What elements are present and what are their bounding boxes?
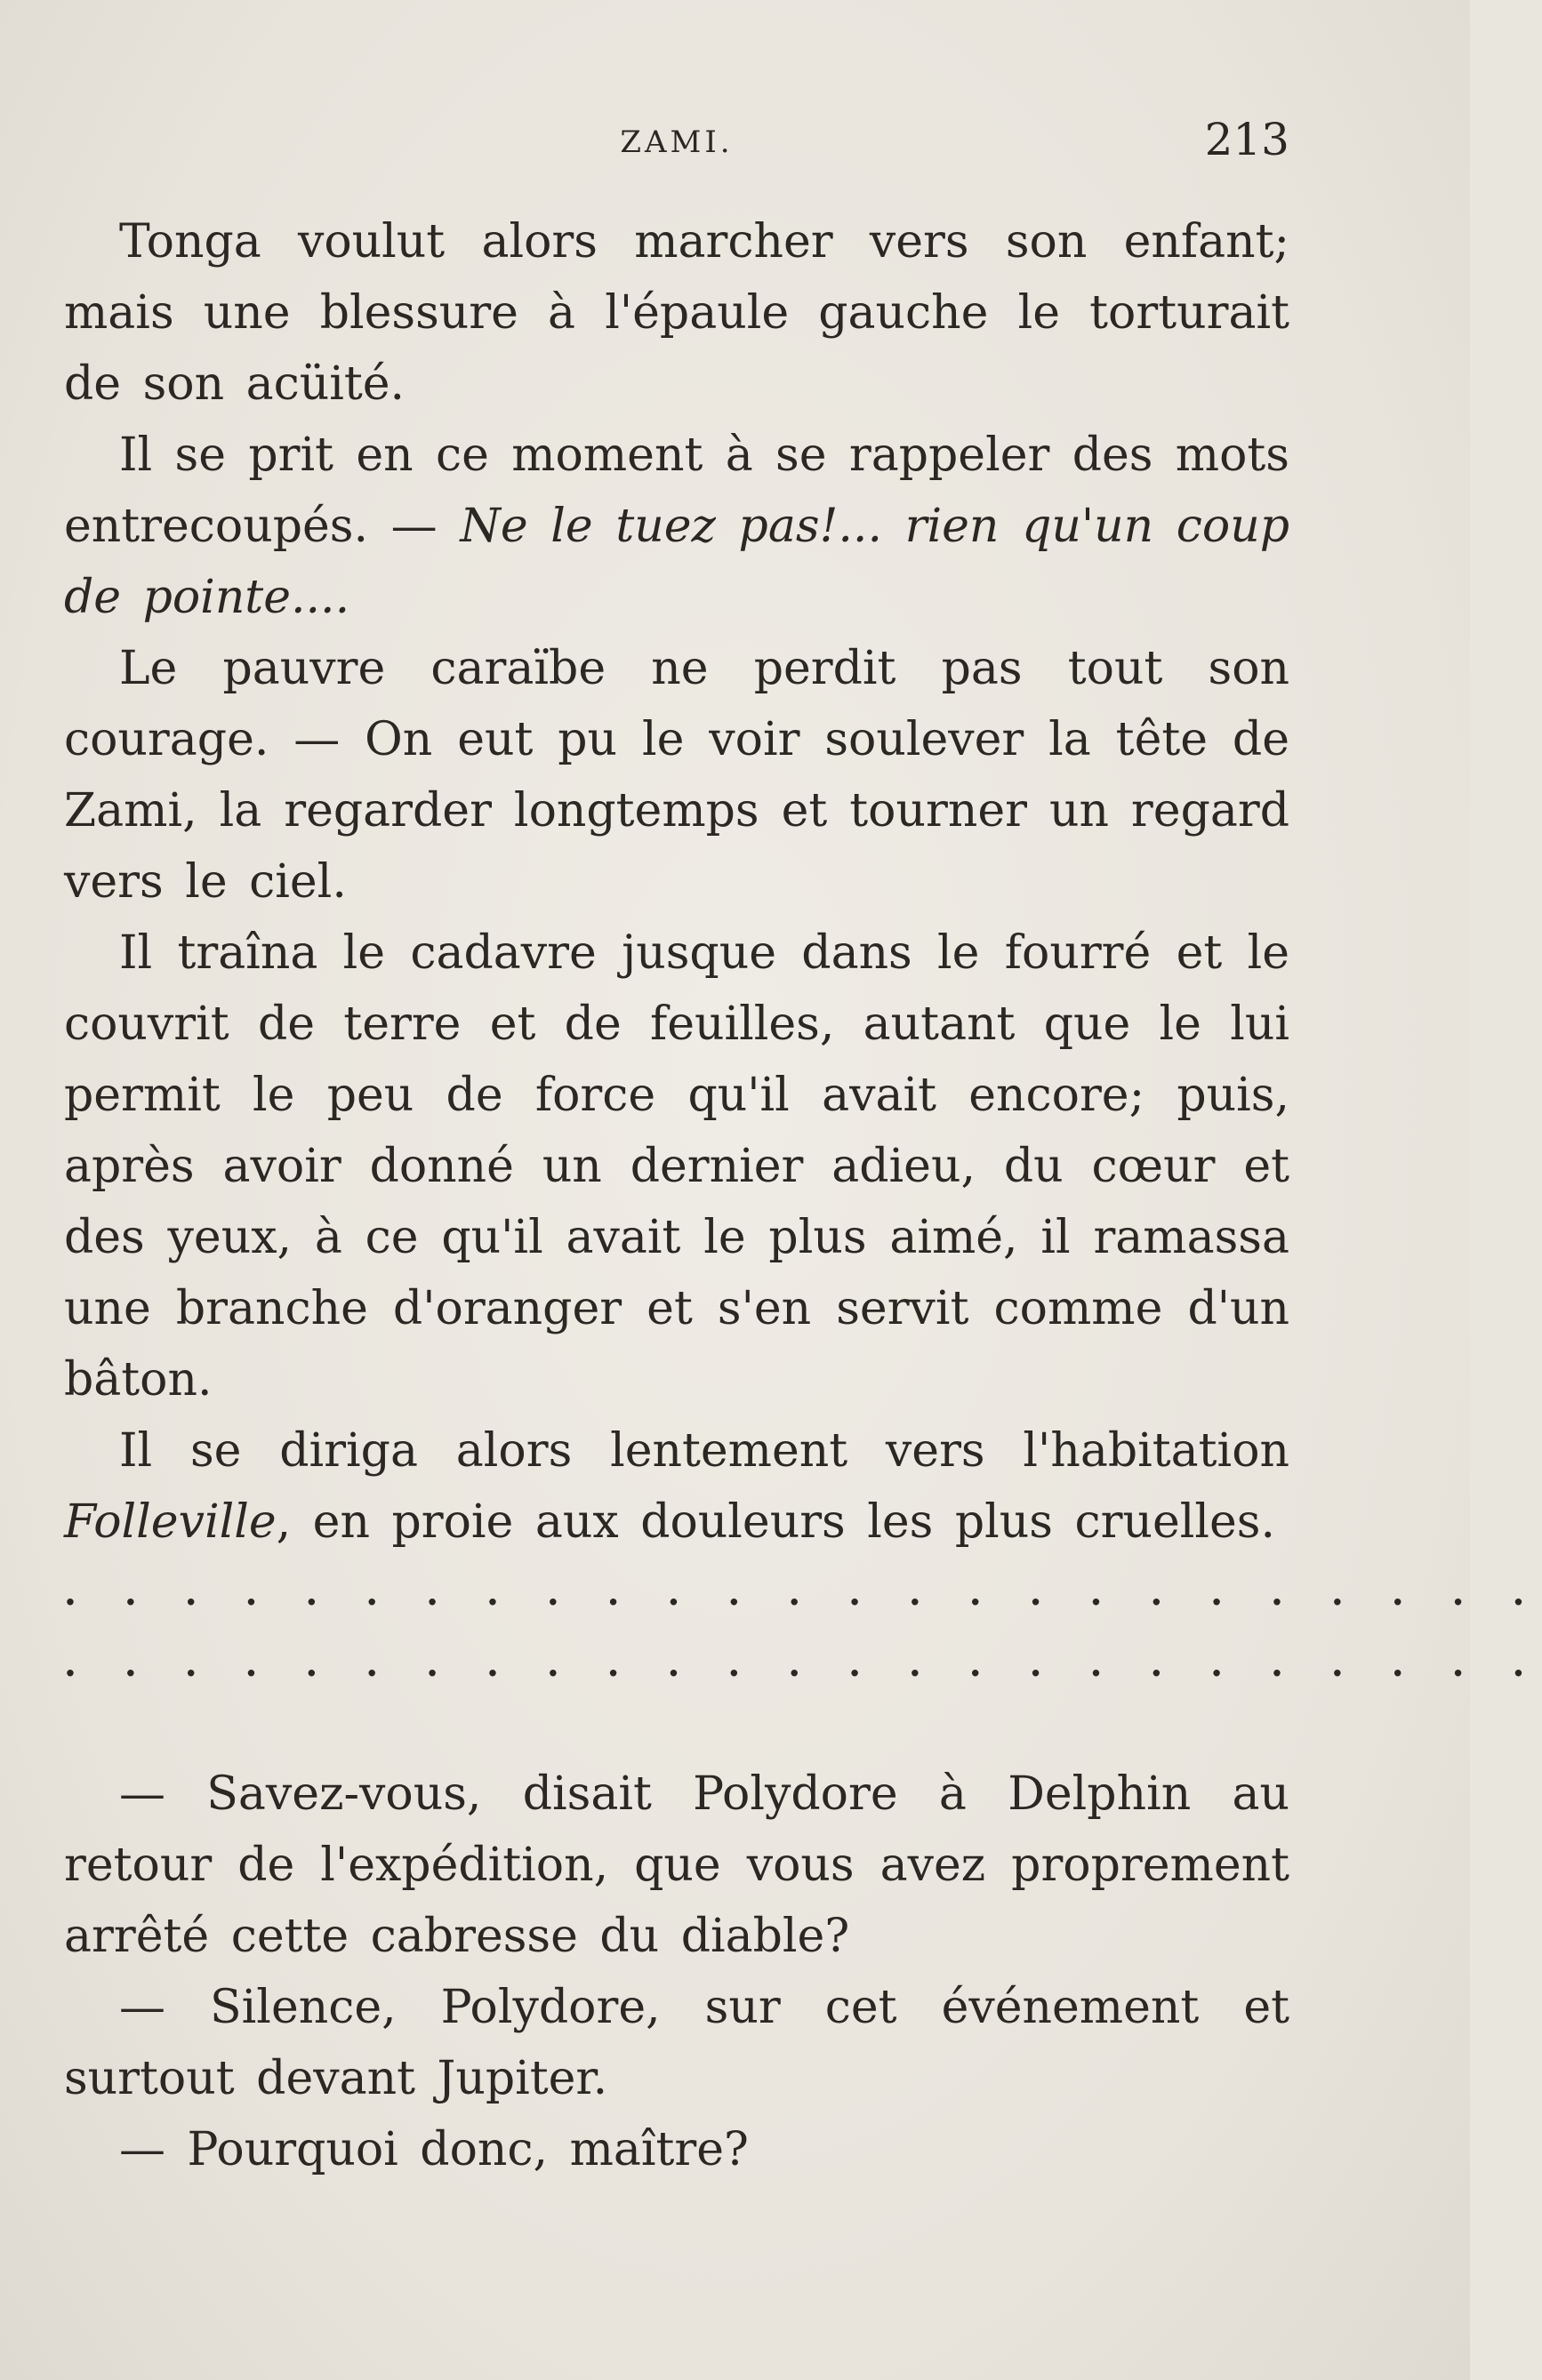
- dot-separator-row-2: . . . . . . . . . . . . . . . . . . . . . . . . .: [64, 1643, 1542, 1685]
- page-header: [64, 114, 1289, 167]
- paragraph-3: Le pauvre caraïbe ne perdit pas tout son courage. — On eut pu le voir soulever la tête de Zami, la regarder longtemps et tourner un regard vers le ciel.: [64, 642, 1289, 909]
- running-head: ZAMI.: [620, 124, 734, 160]
- dialogue-line-2: — Silence, Polydore, sur cet événement et surtout devant Jupiter.: [64, 1981, 1289, 2105]
- paragraph-2: [64, 420, 1289, 633]
- body-text: [64, 206, 1542, 2185]
- paragraph-5-text-after: , en proie aux douleurs les plus cruelles.: [276, 1495, 1275, 1549]
- paragraph-5-italic-place: Folleville: [64, 1495, 277, 1549]
- paragraph-2-italic-quote: Ne le tuez pas!... rien qu'un coup de pointe....: [64, 500, 1289, 624]
- paragraph-1: Tonga voulut alors marcher vers son enfant; mais une blessure à l'épaule gauche le torturait de son acüité.: [64, 215, 1289, 411]
- paragraph-2-text: Il se prit en ce moment à se rappeler des mots entrecoupés. —: [64, 429, 1289, 553]
- paragraph-4: Il traîna le cadavre jusque dans le fourré et le couvrit de terre et de feuilles, autant que le lui permit le peu de force qu'il avait encore; puis, après avoir donné un dernier adieu, du cœur et des yeux, à ce qu'il avait le plus aimé, il ramassa une branche d'oranger et s'en servit comme d'un bâton.: [64, 926, 1289, 1406]
- dot-separator-row-1: . . . . . . . . . . . . . . . . . . . . . . . . .: [64, 1572, 1542, 1614]
- dialogue-line-1: — Savez-vous, disait Polydore à Delphin au retour de l'expédition, que vous avez proprement arrêté cette cabresse du diable?: [64, 1767, 1289, 1963]
- page-number: 213: [1204, 114, 1289, 165]
- dialogue-line-3: — Pourquoi donc, maître?: [119, 2123, 749, 2176]
- section-spacer: [64, 1700, 1289, 1759]
- paragraph-5: [64, 1415, 1289, 1558]
- paragraph-5-text-before: Il se diriga alors lentement vers l'habitation: [119, 1424, 1289, 1478]
